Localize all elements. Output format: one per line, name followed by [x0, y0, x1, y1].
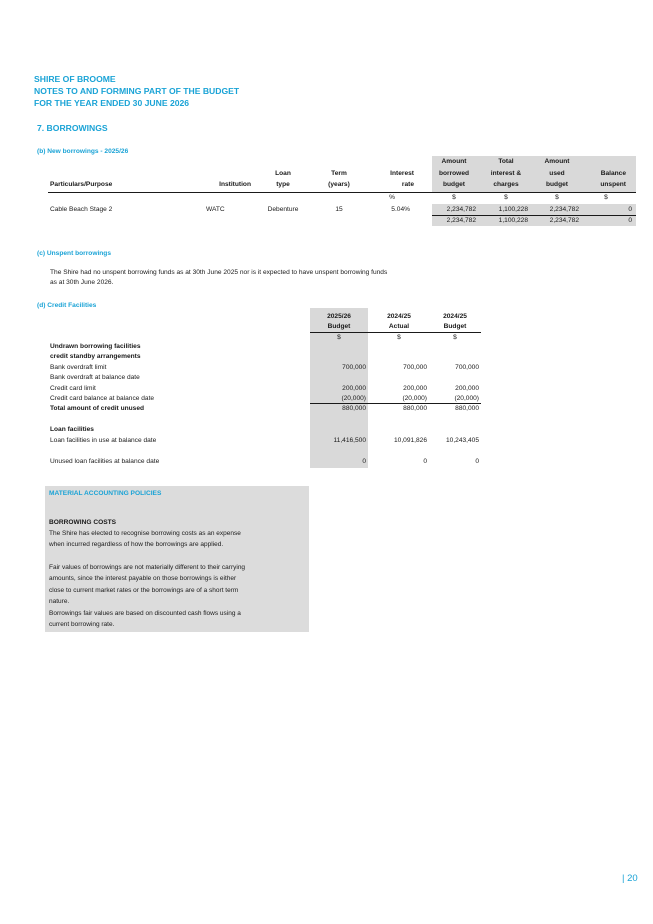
credit-row-v3: 700,000: [455, 364, 479, 371]
row-interest: 1,100,228: [498, 206, 528, 213]
loan-use-v2: 10,091,826: [393, 437, 427, 444]
credit-row-v3: 200,000: [455, 385, 479, 392]
row-used: 2,234,782: [549, 206, 579, 213]
credit-unit-2: $: [397, 334, 401, 341]
credit-col3-year: 2024/25: [443, 313, 467, 320]
policy-line: close to current market rates or the borrowings are of a short term: [49, 586, 239, 594]
credit-row-label: Bank overdraft at balance date: [50, 374, 140, 381]
policies-title: MATERIAL ACCOUNTING POLICIES: [49, 490, 162, 497]
row-balance: 0: [628, 206, 632, 213]
loan-use-v1: 11,416,500: [333, 437, 366, 444]
shire-name: SHIRE OF BROOME: [34, 74, 116, 84]
unused-v2: 0: [423, 458, 427, 465]
header-rule: [48, 192, 636, 193]
unit-balance: $: [604, 194, 608, 201]
credit-total-v1: 880,000: [342, 405, 366, 412]
unit-interest: $: [504, 194, 508, 201]
undrawn-heading-2: credit standby arrangements: [50, 353, 141, 360]
page-number: | 20: [622, 873, 638, 884]
credit-row-label: Credit card balance at balance date: [50, 395, 155, 402]
row-rate: 5.04%: [391, 206, 410, 213]
unspent-text-line2: as at 30th June 2026.: [50, 279, 114, 286]
credit-total-rule: [310, 403, 481, 404]
col-particulars: Particulars/Purpose: [50, 181, 113, 188]
credit-col2-year: 2024/25: [387, 313, 411, 320]
credit-row-v2: (20,000): [402, 395, 427, 402]
policy-line: Borrowings fair values are based on discounted cash flows using a: [49, 609, 241, 617]
credit-row-v1: (20,000): [341, 395, 366, 402]
policy-line: when incurred regardless of how the borrowings are applied.: [49, 541, 224, 549]
credit-total-v3: 880,000: [455, 405, 479, 412]
row-loan-type: Debenture: [267, 206, 299, 213]
policy-line: current borrowing rate.: [49, 621, 115, 629]
row-term: 15: [335, 206, 343, 213]
unspent-text: [50, 268, 387, 288]
credit-unit-1: $: [337, 334, 341, 341]
credit-unit-3: $: [453, 334, 457, 341]
credit-header-rule: [310, 332, 481, 333]
col-interest-1: Interest: [390, 170, 414, 177]
col-loan-2: type: [276, 181, 290, 188]
year-title: FOR THE YEAR ENDED 30 JUNE 2026: [34, 98, 190, 108]
unit-borrowed: $: [452, 194, 456, 201]
col-amount-borrowed-3: budget: [443, 181, 465, 188]
new-borrowings-heading: (b) New borrowings - 2025/26: [37, 148, 129, 155]
total-balance: 0: [628, 217, 632, 224]
credit-col2-label: Actual: [388, 323, 410, 330]
loan-use-v3: 10,243,405: [445, 437, 479, 444]
credit-row-v1: 700,000: [342, 364, 366, 371]
col-total-interest-1: Total: [498, 158, 514, 165]
credit-row-v2: 700,000: [403, 364, 427, 371]
col-institution: Institution: [219, 181, 251, 188]
unit-used: $: [555, 194, 559, 201]
unspent-text-line1: The Shire had no unspent borrowing funds as at 30th June 2025 nor is it expected to have unspent borrowing funds: [50, 269, 388, 276]
policy-line: Fair values of borrowings are not materially different to their carrying: [49, 564, 246, 571]
row-particulars: Cable Beach Stage 2: [50, 206, 113, 213]
credit-col1-label: Budget: [327, 323, 351, 330]
total-borrowed: 2,234,782: [446, 217, 476, 224]
col-total-interest-2: interest &: [490, 170, 522, 177]
credit-col3-label: Budget: [443, 323, 467, 330]
unused-v3: 0: [475, 458, 479, 465]
policy-line: nature.: [49, 598, 70, 606]
col-interest-2: rate: [401, 181, 414, 188]
col-total-interest-3: charges: [493, 181, 519, 188]
borrowing-costs-heading: BORROWING COSTS: [49, 519, 117, 526]
col-amount-borrowed-2: borrowed: [438, 170, 470, 177]
unused-label: Unused loan facilities at balance date: [50, 458, 160, 465]
col-amount-used-1: Amount: [544, 158, 570, 165]
row-institution: WATC: [206, 206, 225, 213]
policy-paragraph-2: [49, 562, 301, 630]
col-amount-used-2: used: [549, 170, 565, 177]
col-amount-used-3: budget: [546, 181, 568, 188]
total-rule: [432, 215, 636, 216]
credit-row-label: Bank overdraft limit: [50, 364, 107, 371]
credit-total-v2: 880,000: [403, 405, 427, 412]
col-term-2: (years): [328, 181, 350, 188]
col-term-1: Term: [331, 170, 347, 177]
policy-line: amounts, since the interest payable on those borrowings is either: [49, 575, 237, 583]
unused-v1: 0: [362, 458, 366, 465]
total-interest: 1,100,228: [498, 217, 528, 224]
undrawn-heading-1: Undrawn borrowing facilities: [50, 343, 141, 350]
section-title: 7. BORROWINGS: [37, 123, 108, 133]
col-amount-borrowed-1: Amount: [441, 158, 467, 165]
loan-facilities-heading: Loan facilities: [50, 426, 94, 433]
col-balance-1: Balance: [600, 170, 626, 177]
credit-row-v1: 200,000: [342, 385, 366, 392]
total-used: 2,234,782: [549, 217, 579, 224]
policy-paragraph-1: [49, 528, 301, 551]
col-loan-1: Loan: [275, 170, 291, 177]
document-header: [34, 73, 239, 109]
credit-row-v2: 200,000: [403, 385, 427, 392]
row-borrowed: 2,234,782: [446, 206, 476, 213]
notes-title: NOTES TO AND FORMING PART OF THE BUDGET: [34, 86, 240, 96]
credit-row-label: Credit card limit: [50, 385, 96, 392]
accounting-policies-box: [45, 486, 309, 632]
col-balance-2: unspent: [600, 181, 626, 188]
loan-use-label: Loan facilities in use at balance date: [50, 437, 157, 444]
credit-heading: (d) Credit Facilities: [37, 302, 97, 309]
unit-rate: %: [389, 194, 395, 201]
credit-total-label: Total amount of credit unused: [50, 405, 145, 412]
unspent-heading: (c) Unspent borrowings: [37, 250, 111, 257]
credit-col1-year: 2025/26: [327, 313, 351, 320]
credit-row-v3: (20,000): [454, 395, 479, 402]
policy-line: The Shire has elected to recognise borrowing costs as an expense: [49, 530, 241, 537]
